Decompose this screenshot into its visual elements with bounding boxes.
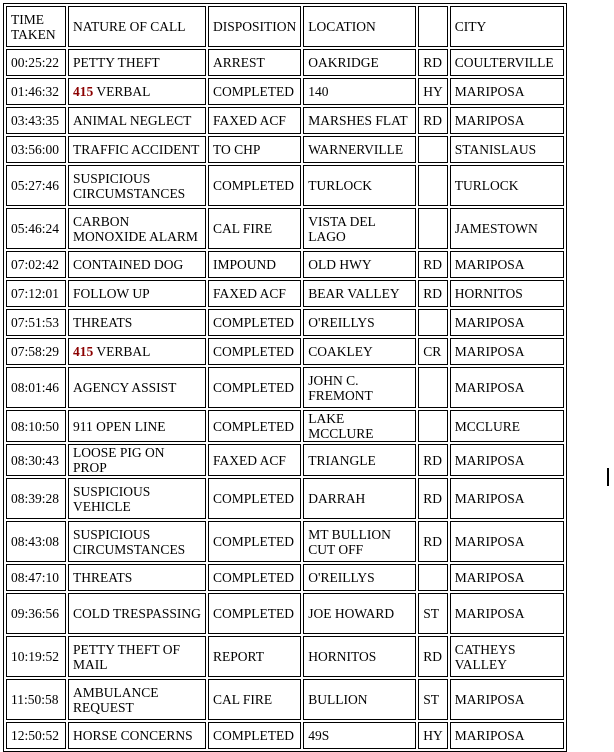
cell-location: VISTA DEL LAGO [303, 208, 416, 249]
call-log-container [3, 3, 567, 752]
cell-nature-of-call [68, 165, 206, 206]
cell-city: STANISLAUS [450, 136, 564, 163]
table-row [6, 136, 564, 163]
cell-city: MARIPOSA [450, 722, 564, 749]
cell-time-taken: 08:30:43 [6, 444, 66, 476]
cell-city: MARIPOSA [450, 309, 564, 336]
cell-location: O'REILLYS [303, 564, 416, 591]
cell-city: MARIPOSA [450, 564, 564, 591]
cell-location: HORNITOS [303, 636, 416, 677]
cell-location: OLD HWY [303, 251, 416, 278]
cell-city: HORNITOS [450, 280, 564, 307]
nature-text: 911 OPEN LINE [73, 418, 166, 434]
table-row [6, 367, 564, 408]
cell-disposition: COMPLETED [208, 521, 301, 562]
cell-time-taken: 12:50:52 [6, 722, 66, 749]
cell-city: JAMESTOWN [450, 208, 564, 249]
cell-location: DARRAH [303, 478, 416, 519]
cell-street-type [418, 136, 448, 163]
cell-street-type: RD [418, 49, 448, 76]
nature-text: AGENCY ASSIST [73, 380, 177, 395]
header-location: LOCATION [303, 6, 416, 47]
nature-text: SUSPICIOUS CIRCUMSTANCES [73, 526, 186, 557]
table-row [6, 338, 564, 365]
nature-text: HORSE CONCERNS [73, 728, 193, 743]
table-row [6, 208, 564, 249]
cell-street-type: RD [418, 636, 448, 677]
nature-text: SUSPICIOUS CIRCUMSTANCES [73, 170, 186, 201]
cell-city: MARIPOSA [450, 593, 564, 634]
cell-time-taken: 08:47:10 [6, 564, 66, 591]
cell-nature-of-call [68, 593, 206, 634]
table-row [6, 593, 564, 634]
table-row [6, 309, 564, 336]
cell-nature-of-call [68, 309, 206, 336]
cell-disposition: CAL FIRE [208, 208, 301, 249]
cell-disposition: COMPLETED [208, 338, 301, 365]
cell-city: MARIPOSA [450, 107, 564, 134]
cell-time-taken: 07:02:42 [6, 251, 66, 278]
cell-location: TURLOCK [303, 165, 416, 206]
cell-city: MARIPOSA [450, 78, 564, 105]
cell-time-taken: 08:39:28 [6, 478, 66, 519]
nature-text: CARBON MONOXIDE ALARM [73, 213, 198, 244]
table-row [6, 722, 564, 749]
cell-nature-of-call [68, 280, 206, 307]
cell-time-taken: 00:25:22 [6, 49, 66, 76]
cell-disposition: COMPLETED [208, 564, 301, 591]
cell-nature-of-call [68, 136, 206, 163]
cell-time-taken: 08:43:08 [6, 521, 66, 562]
cell-time-taken: 07:51:53 [6, 309, 66, 336]
cell-city: MCCLURE [450, 410, 564, 442]
cell-city: CATHEYS VALLEY [450, 636, 564, 677]
cell-nature-of-call [68, 49, 206, 76]
cell-nature-of-call [68, 338, 206, 365]
call-code: 415 [73, 84, 94, 99]
table-row [6, 107, 564, 134]
cell-time-taken: 09:36:56 [6, 593, 66, 634]
cell-street-type [418, 410, 448, 442]
call-log-table [3, 3, 567, 752]
table-row [6, 251, 564, 278]
cell-nature-of-call [68, 208, 206, 249]
cell-city: MARIPOSA [450, 521, 564, 562]
cell-time-taken: 08:10:50 [6, 410, 66, 442]
cell-street-type: ST [418, 679, 448, 720]
cell-location: TRIANGLE [303, 444, 416, 476]
cell-nature-of-call [68, 679, 206, 720]
cell-time-taken: 11:50:58 [6, 679, 66, 720]
call-log-body [6, 49, 564, 749]
cell-disposition: COMPLETED [208, 309, 301, 336]
cell-location: BEAR VALLEY [303, 280, 416, 307]
cell-disposition: COMPLETED [208, 410, 301, 442]
cell-nature-of-call [68, 564, 206, 591]
cell-nature-of-call [68, 78, 206, 105]
cell-nature-of-call [68, 478, 206, 519]
cell-location: MARSHES FLAT [303, 107, 416, 134]
cell-disposition: FAXED ACF [208, 444, 301, 476]
cell-nature-of-call [68, 367, 206, 408]
cell-disposition: IMPOUND [208, 251, 301, 278]
table-row [6, 410, 564, 442]
cell-nature-of-call [68, 444, 206, 476]
cell-street-type [418, 165, 448, 206]
nature-text: VERBAL [93, 84, 151, 99]
nature-text: TRAFFIC ACCIDENT [73, 142, 200, 157]
page-edge-mark [607, 468, 609, 486]
cell-street-type [418, 564, 448, 591]
header-nature-of-call: NATURE OF CALL [68, 6, 206, 47]
header-row [6, 6, 564, 47]
cell-time-taken: 01:46:32 [6, 78, 66, 105]
table-row [6, 679, 564, 720]
cell-disposition: COMPLETED [208, 165, 301, 206]
cell-nature-of-call [68, 107, 206, 134]
cell-location: JOHN C. FREMONT [303, 367, 416, 408]
cell-location: 49S [303, 722, 416, 749]
cell-time-taken: 08:01:46 [6, 367, 66, 408]
cell-time-taken: 03:56:00 [6, 136, 66, 163]
cell-disposition: FAXED ACF [208, 107, 301, 134]
cell-city: MARIPOSA [450, 679, 564, 720]
cell-street-type: ST [418, 593, 448, 634]
cell-city: COULTERVILLE [450, 49, 564, 76]
cell-disposition: COMPLETED [208, 78, 301, 105]
table-row [6, 636, 564, 677]
cell-street-type: RD [418, 521, 448, 562]
header-street-type [418, 6, 448, 47]
cell-street-type [418, 208, 448, 249]
cell-nature-of-call [68, 521, 206, 562]
cell-street-type: RD [418, 280, 448, 307]
nature-text: FOLLOW UP [73, 286, 150, 301]
cell-location: WARNERVILLE [303, 136, 416, 163]
nature-text: THREATS [73, 570, 133, 585]
cell-street-type [418, 309, 448, 336]
cell-city: TURLOCK [450, 165, 564, 206]
cell-disposition: COMPLETED [208, 593, 301, 634]
table-row [6, 280, 564, 307]
cell-location: O'REILLYS [303, 309, 416, 336]
nature-text: AMBULANCE REQUEST [73, 684, 159, 715]
header-time-taken: TIME TAKEN [6, 6, 66, 47]
table-row [6, 564, 564, 591]
cell-nature-of-call [68, 636, 206, 677]
cell-city: MARIPOSA [450, 478, 564, 519]
cell-time-taken: 07:12:01 [6, 280, 66, 307]
cell-time-taken: 07:58:29 [6, 338, 66, 365]
table-row [6, 444, 564, 476]
nature-text: PETTY THEFT OF MAIL [73, 641, 181, 672]
cell-location: OAKRIDGE [303, 49, 416, 76]
nature-text: THREATS [73, 315, 133, 330]
nature-text: LOOSE PIG ON PROP [73, 445, 165, 475]
cell-time-taken: 10:19:52 [6, 636, 66, 677]
call-code: 415 [73, 344, 94, 359]
cell-street-type: HY [418, 78, 448, 105]
cell-location: COAKLEY [303, 338, 416, 365]
nature-text: COLD TRESPASSING [73, 606, 201, 621]
cell-disposition: TO CHP [208, 136, 301, 163]
cell-time-taken: 03:43:35 [6, 107, 66, 134]
cell-nature-of-call [68, 722, 206, 749]
cell-city: MARIPOSA [450, 338, 564, 365]
nature-text: ANIMAL NEGLECT [73, 113, 192, 128]
nature-text: CONTAINED DOG [73, 257, 184, 272]
cell-city: MARIPOSA [450, 367, 564, 408]
cell-location: 140 [303, 78, 416, 105]
table-row [6, 478, 564, 519]
cell-city: MARIPOSA [450, 444, 564, 476]
cell-location: BULLION [303, 679, 416, 720]
cell-street-type: CR [418, 338, 448, 365]
nature-text: VERBAL [93, 344, 151, 359]
cell-disposition: COMPLETED [208, 478, 301, 519]
table-row [6, 78, 564, 105]
cell-street-type: RD [418, 107, 448, 134]
cell-location: JOE HOWARD [303, 593, 416, 634]
cell-time-taken: 05:27:46 [6, 165, 66, 206]
table-row [6, 165, 564, 206]
cell-city: MARIPOSA [450, 251, 564, 278]
header-disposition: DISPOSITION [208, 6, 301, 47]
cell-street-type: RD [418, 478, 448, 519]
table-row [6, 521, 564, 562]
cell-disposition: REPORT [208, 636, 301, 677]
cell-nature-of-call [68, 410, 206, 442]
cell-disposition: CAL FIRE [208, 679, 301, 720]
nature-text: SUSPICIOUS VEHICLE [73, 483, 151, 514]
cell-street-type [418, 367, 448, 408]
cell-location: MT BULLION CUT OFF [303, 521, 416, 562]
cell-location: LAKE MCCLURE [303, 410, 416, 442]
table-row [6, 49, 564, 76]
cell-street-type: RD [418, 251, 448, 278]
cell-nature-of-call [68, 251, 206, 278]
cell-disposition: COMPLETED [208, 367, 301, 408]
cell-disposition: FAXED ACF [208, 280, 301, 307]
nature-text: PETTY THEFT [73, 55, 160, 70]
cell-disposition: ARREST [208, 49, 301, 76]
cell-street-type: RD [418, 444, 448, 476]
cell-street-type: HY [418, 722, 448, 749]
cell-disposition: COMPLETED [208, 722, 301, 749]
cell-time-taken: 05:46:24 [6, 208, 66, 249]
header-city: CITY [450, 6, 564, 47]
